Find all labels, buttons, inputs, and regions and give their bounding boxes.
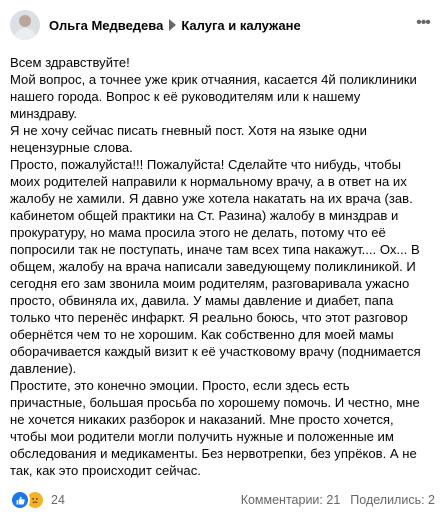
like-icon (10, 490, 30, 510)
reactions-summary[interactable] (10, 490, 65, 510)
reaction-count: 24 (51, 493, 65, 507)
post-footer (10, 489, 435, 511)
more-options-icon[interactable]: ••• (416, 14, 430, 31)
avatar-body (14, 28, 36, 40)
arrow-right-icon (169, 19, 176, 31)
post-body (10, 54, 428, 479)
post-header (10, 8, 435, 42)
author-name[interactable]: Ольга Медведева (49, 17, 164, 33)
post-paragraph: Я не хочу сейчас писать гневный пост. Хотя на языке одни нецензурные слова. (10, 123, 367, 155)
post-paragraph: Всем здравствуйте! (10, 55, 130, 70)
sad-face-icon (29, 494, 41, 506)
thumbs-up-icon (16, 496, 25, 505)
header-title (49, 18, 301, 33)
author-avatar[interactable] (10, 10, 40, 40)
shares-count-link[interactable]: Поделились: 2 (350, 493, 435, 507)
comments-count-link[interactable]: Комментарии: 21 (240, 493, 341, 507)
engagement-stats (241, 493, 435, 507)
avatar-face (19, 15, 31, 27)
group-name[interactable]: Калуга и калужане (181, 17, 301, 33)
post-paragraph: Просто, пожалуйста!!! Пожалуйста! Сделайте что нибудь, чтобы моих родителей направили к нормальному врачу, а в ответ на их жалобу не хамили. Я давно уже хотела накатать на их врача (зав. кабинетом общей практики на Ст. Разина) жалобу в минздрав и прокуратуру, но мама просила этого не делать, потому что её попросили так не поступать, иначе там всех типа накажут.... Ох... В общем, жалобу на врача написали заведующему поликлиникой. И сегодня его зам звонила моим родителям, разговаривала ужасно просто, обвиняла их, давила. У мамы давление и диабет, папа только что перенёс инфаркт. Я реально боюсь, что этот разговор обернётся чем то не хорошим. Как собственно для моей мамы оборачивается каждый визит к её участковому врачу (поднимается давление). (10, 157, 421, 376)
post-paragraph: Мой вопрос, а точнее уже крик отчаяния, касается 4й поликлиники нашего города. Вопрос к её руководителям или к нашему минздраву. (10, 72, 417, 121)
post-paragraph: Простите, это конечно эмоции. Просто, если здесь есть причастные, большая просьба по хорошему помочь. И честно, мне не хочется никаких разборок и наказаний. Мне просто хочется, чтобы мои родители могли получить нужные и положенные им обследования и медикаменты. Без нервотрепки, без упрёков. А не так, как это происходит сейчас. (10, 378, 420, 478)
